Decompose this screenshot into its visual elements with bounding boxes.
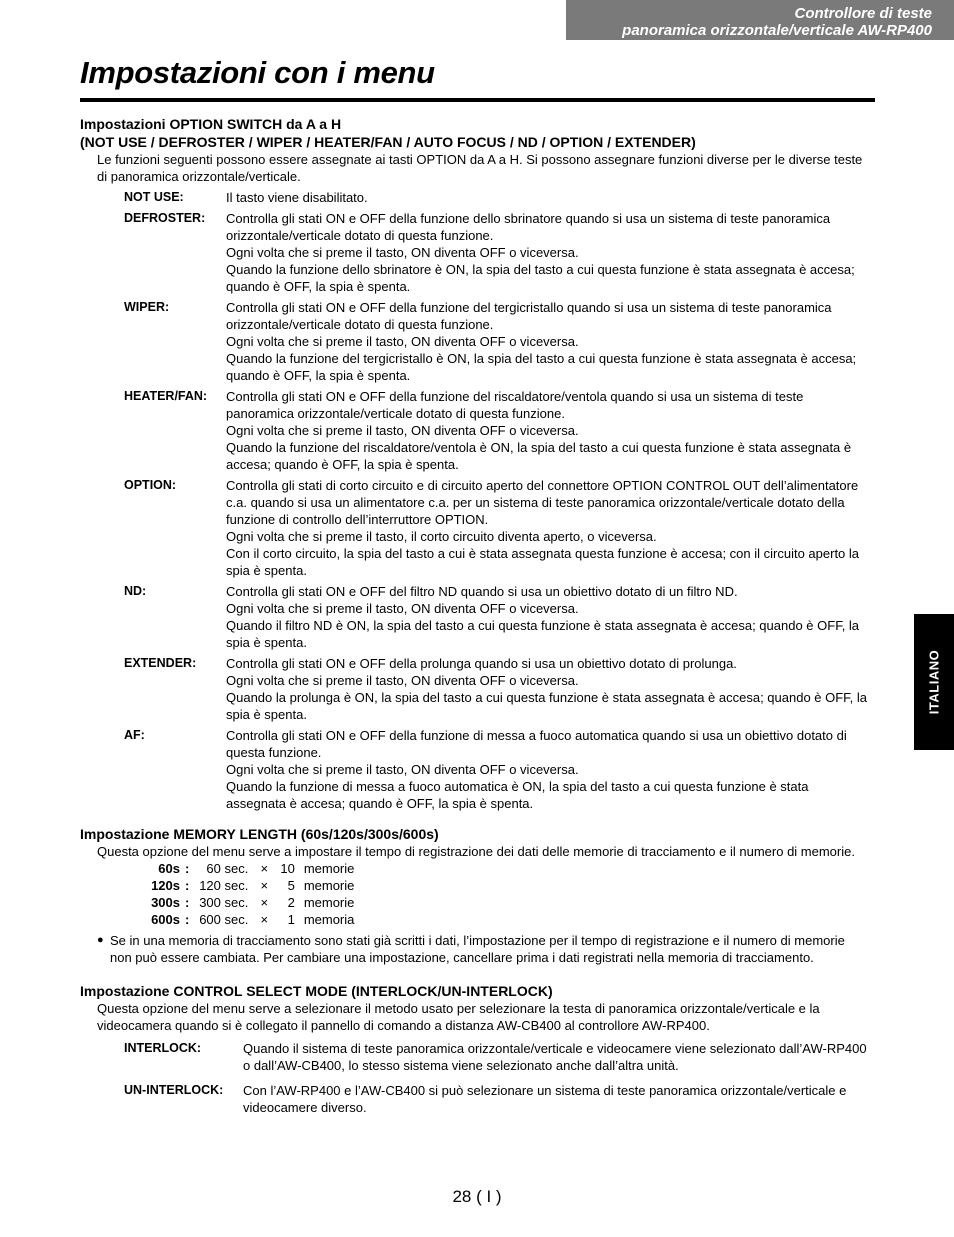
definition-term: INTERLOCK: (124, 1041, 202, 1055)
document-header (566, 0, 954, 40)
definition-line: Ogni volta che si preme il tasto, ON diventa OFF o viceversa. (226, 334, 579, 349)
definition-line: Quando la funzione del riscaldatore/ventola è ON, la spia del tasto a cui questa funzione è stata assegnata è accesa; quando è OFF, la spia è spenta. (226, 440, 852, 472)
definition-line: Controlla gli stati ON e OFF della funzione di messa a fuoco automatica quando si usa un obiettivo dotato di questa funzione. (226, 728, 847, 760)
memory-count: 1 (287, 912, 295, 927)
length-key: 120s (151, 878, 180, 893)
memory-count: 2 (287, 895, 295, 910)
definition-line: Controlla gli stati ON e OFF della funzione del riscaldatore/ventola quando si usa un sistema di teste panoramica orizzontale/verticale dotato di questa funzione. (226, 389, 804, 421)
definition-term: UN-INTERLOCK: (124, 1083, 224, 1097)
definition-line: Quando la funzione dello sbrinatore è ON, la spia del tasto a cui questa funzione è stata assegnata è accesa; quando è OFF, la spia è spenta. (226, 262, 855, 294)
memory-unit: memorie (303, 861, 355, 876)
length-seconds: 300 sec. (199, 895, 249, 910)
definition-af (80, 727, 870, 812)
definition-text: Quando il sistema di teste panoramica orizzontale/verticale e videocamere viene selezionato dall’AW-RP400 o dall’AW-CB400, lo stesso sistema viene selezionato anche dall’altra unità. (243, 1041, 867, 1073)
header-line-1: Controllore di teste (794, 5, 932, 22)
multiply-sign: × (260, 895, 269, 910)
definition-term: EXTENDER: (124, 656, 197, 670)
bullet-icon: ● (97, 934, 104, 946)
memory-unit: memorie (303, 878, 355, 893)
length-seconds: 120 sec. (199, 878, 249, 893)
definition-term: DEFROSTER: (124, 211, 206, 225)
page-number: 28 ( I ) (452, 1187, 502, 1206)
language-side-tab (914, 614, 954, 750)
length-key: 300s (151, 895, 180, 910)
definition-line: Controlla gli stati ON e OFF della funzione dello sbrinatore quando si usa un sistema di teste panoramica orizzontale/verticale dotato di questa funzione. (226, 211, 831, 243)
definition-line: Controlla gli stati ON e OFF del filtro ND quando si usa un obiettivo dotato di un filtro ND. (226, 584, 738, 599)
length-seconds: 600 sec. (199, 912, 249, 927)
memory-length-table (132, 860, 354, 928)
definition-line: Con il corto circuito, la spia del tasto a cui è stata assegnata questa funzione è accesa; con il circuito aperto la spia è spenta. (226, 546, 860, 578)
definition-line: Ogni volta che si preme il tasto, ON diventa OFF o viceversa. (226, 673, 579, 688)
definition-line: Controlla gli stati di corto circuito e di circuito aperto del connettore OPTION CONTROL OUT dell’alimentatore c.a. quando si usa un alimentatore c.a. per un sistema di teste panoramica orizzontale/verticale dotato della funzione di controllo dell’interruttore OPTION. (226, 478, 859, 527)
multiply-sign: × (260, 861, 269, 876)
definition-nd (80, 583, 870, 651)
definition-line: Quando il filtro ND è ON, la spia del tasto a cui questa funzione è stata assegnata è accesa; quando è OFF, la spia è spenta. (226, 618, 860, 650)
definition-line: Quando la funzione del tergicristallo è ON, la spia del tasto a cui questa funzione è stata assegnata è accesa; quando è OFF, la spia è spenta. (226, 351, 857, 383)
definition-defroster (80, 210, 870, 295)
definition-line: Controlla gli stati ON e OFF della funzione del tergicristallo quando si usa un sistema di teste panoramica orizzontale/verticale dotato di questa funzione. (226, 300, 832, 332)
definition-term: NOT USE: (124, 190, 184, 204)
definition-line: Quando la prolunga è ON, la spia del tasto a cui questa funzione è stata assegnata è accesa; quando è OFF, la spia è spenta. (226, 690, 868, 722)
definition-text: Con l’AW-RP400 e l’AW-CB400 si può selezionare un sistema di teste panoramica orizzontale/verticale e videocamere diverso. (243, 1083, 847, 1115)
definition-term: OPTION: (124, 478, 177, 492)
definition-not-use (80, 189, 870, 206)
definition-line: Controlla gli stati ON e OFF della prolunga quando si usa un obiettivo dotato di prolunga. (226, 656, 737, 671)
page-title: Impostazioni con i menu (80, 55, 435, 90)
table-row: 300s : 300 sec. × 2 memorie (132, 894, 354, 911)
definition-line: Quando la funzione di messa a fuoco automatica è ON, la spia del tasto a cui questa funzione è stata assegnata è accesa; quando è OFF, la spia è spenta. (226, 779, 809, 811)
definition-extender (80, 655, 870, 723)
definition-line: Ogni volta che si preme il tasto, il corto circuito diventa aperto, o viceversa. (226, 529, 657, 544)
definition-line: Il tasto viene disabilitato. (226, 190, 368, 205)
memory-note (80, 932, 870, 966)
section2-intro: Questa opzione del menu serve a impostare il tempo di registrazione dei dati delle memorie di tracciamento e il numero di memorie. (97, 844, 855, 859)
section1-intro: Le funzioni seguenti possono essere assegnate ai tasti OPTION da A a H. Si possono assegnare funzioni diverse per le diverse teste di panoramica orizzontale/verticale. (97, 152, 863, 184)
table-row: 120s : 120 sec. × 5 memorie (132, 877, 354, 894)
definition-term: AF: (124, 728, 145, 742)
length-seconds: 60 sec. (206, 861, 249, 876)
section1-subheading: (NOT USE / DEFROSTER / WIPER / HEATER/FAN / AUTO FOCUS / ND / OPTION / EXTENDER) (80, 134, 696, 150)
memory-unit: memorie (303, 895, 355, 910)
memory-note-text: Se in una memoria di tracciamento sono stati già scritti i dati, l’impostazione per il tempo di registrazione e il numero di memorie non può essere cambiata. Per cambiare una impostazione, cancellare prima i dati registrati nella memoria di tracciamento. (110, 933, 845, 965)
definition-option (80, 477, 870, 579)
option-definitions (80, 189, 870, 812)
definition-line: Ogni volta che si preme il tasto, ON diventa OFF o viceversa. (226, 762, 579, 777)
memory-count: 10 (280, 861, 295, 876)
table-row: 60s : 60 sec. × 10 memorie (132, 860, 354, 877)
definition-line: Ogni volta che si preme il tasto, ON diventa OFF o viceversa. (226, 423, 579, 438)
section3-intro: Questa opzione del menu serve a selezionare il metodo usato per selezionare la testa di panoramica orizzontale/verticale e la videocamera quando si è collegato il pannello di comando a distanza AW-CB400 al controllore AW-RP400. (97, 1001, 820, 1033)
definition-line: Ogni volta che si preme il tasto, ON diventa OFF o viceversa. (226, 601, 579, 616)
length-key: 60s (158, 861, 180, 876)
header-line-2: panoramica orizzontale/verticale AW-RP400 (622, 22, 932, 39)
definition-wiper (80, 299, 870, 384)
section2-heading: Impostazione MEMORY LENGTH (60s/120s/300s/600s) (80, 826, 439, 842)
language-label: ITALIANO (926, 649, 942, 715)
definition-term: HEATER/FAN: (124, 389, 208, 403)
title-rule (80, 98, 875, 102)
section1-heading: Impostazioni OPTION SWITCH da A a H (80, 116, 342, 132)
definition-term: WIPER: (124, 300, 170, 314)
section3-heading: Impostazione CONTROL SELECT MODE (INTERLOCK/UN-INTERLOCK) (80, 983, 553, 999)
multiply-sign: × (260, 912, 269, 927)
definition-heater-fan (80, 388, 870, 473)
multiply-sign: × (260, 878, 269, 893)
page-content (80, 115, 870, 1124)
memory-count: 5 (287, 878, 295, 893)
definition-term: ND: (124, 584, 147, 598)
memory-unit: memoria (303, 912, 355, 927)
definition-line: Ogni volta che si preme il tasto, ON diventa OFF o viceversa. (226, 245, 579, 260)
definition-interlock (80, 1040, 870, 1074)
table-row: 600s : 600 sec. × 1 memoria (132, 911, 354, 928)
length-key: 600s (151, 912, 180, 927)
definition-un-interlock (80, 1082, 870, 1116)
